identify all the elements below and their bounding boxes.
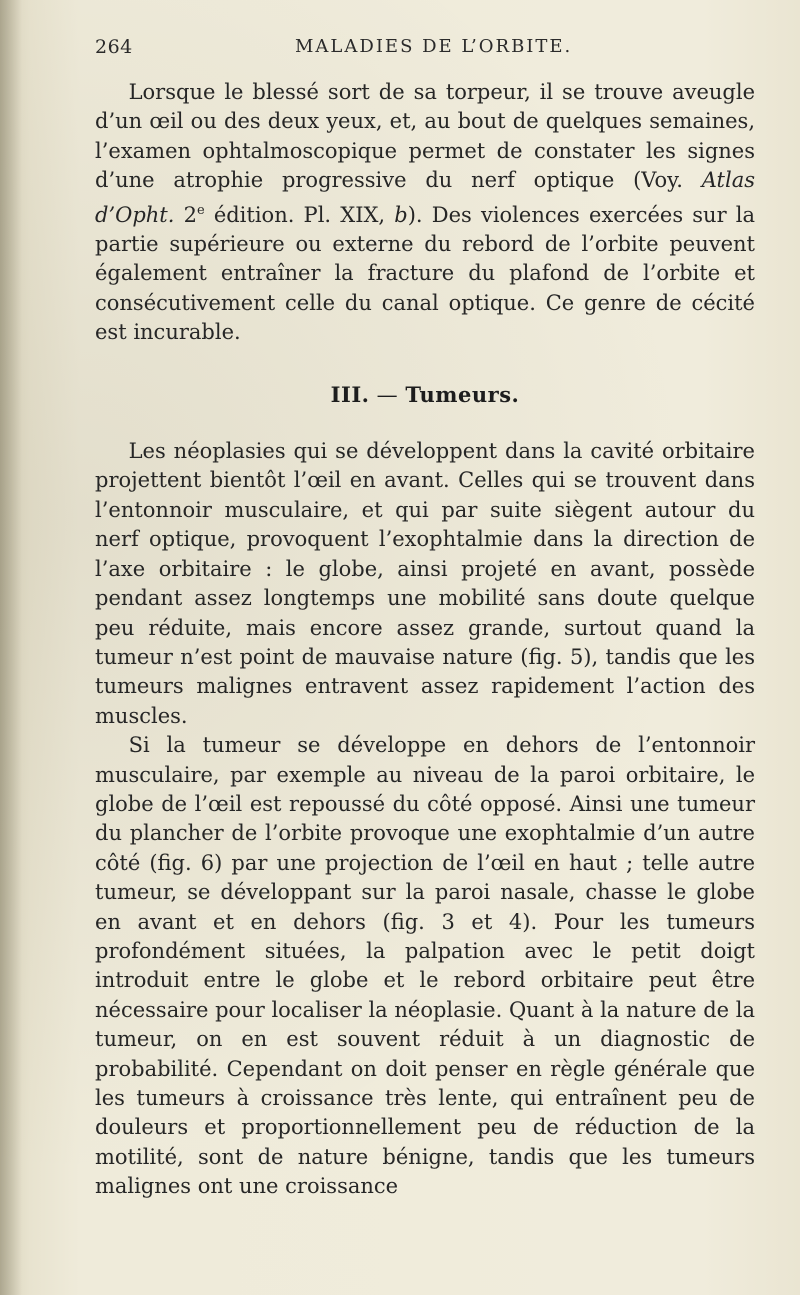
section-dash: — xyxy=(369,382,406,407)
plate-reference: édition. Pl. XIX, xyxy=(204,202,395,227)
spine-shadow xyxy=(0,0,22,1295)
edition-number: 2 xyxy=(174,202,197,227)
running-title: MALADIES DE L’ORBITE. xyxy=(295,36,573,57)
paragraph-atrophy xyxy=(95,78,755,348)
edition-superscript: e xyxy=(196,202,205,218)
page-number: 264 xyxy=(95,36,133,58)
plate-letter: b xyxy=(394,202,408,227)
section-heading xyxy=(95,380,755,410)
atlas-reference: Atlas d’Opht. xyxy=(95,168,755,227)
paragraph-tumor-location: Si la tumeur se développe en dehors de l’entonnoir musculaire, par exemple au niveau de la paroi orbitaire, le globe de l’œil est repoussé du côté opposé. Ainsi une tumeur du plancher de l’orbite provoque une exophtalmie d’un autre côté (fig. 6) par une projection de l’œil en haut ; telle autre tumeur, se développant sur la paroi nasale, chasse le globe en avant et en dehors (fig. 3 et 4). Pour les tumeurs profondément situées, la palpation avec le petit doigt introduit entre le globe et le rebord orbitaire peut être nécessaire pour localiser la néoplasie. Quant à la nature de la tumeur, on en est souvent réduit à un diagnostic de probabilité. Cependant on doit penser en règle générale que les tumeurs à croissance très lente, qui entraînent peu de douleurs et proportionnellement peu de réduction de la motilité, sont de nature bénigne, tandis que les tumeurs malignes ont une croissance xyxy=(95,733,755,1199)
running-head xyxy=(95,36,755,60)
paragraph-neoplasias: Les néoplasies qui se développent dans la cavité orbitaire projettent bientôt l’œil en avant. Celles qui se trouvent dans l’entonnoir musculaire, et qui par suite siègent autour du nerf optique, provoquent l’exophtalmie dans la direction de l’axe orbitaire : le globe, ainsi projeté en avant, possède pendant assez longtemps une mobilité sans doute quelque peu réduite, mais encore assez grande, surtout quand la tumeur n’est point de mauvaise nature (fig. 5), tandis que les tumeurs malignes entravent assez rapidement l’action des muscles. xyxy=(95,439,755,728)
paragraph-text-continued: ). Des violences exercées sur la partie supérieure ou externe du rebord de l’orbite peuvent également entraîner la fracture du plafond de l’orbite et consécutivement celle du canal optique. Ce genre de cécité est incurable. xyxy=(95,202,756,345)
paragraph-text: Lorsque le blessé sort de sa torpeur, il se trouve aveugle d’un œil ou des deux yeux, et, au bout de quelques semaines, l’examen ophtalmoscopique permet de constater les signes d’une atrophie progressive du nerf optique (Voy. xyxy=(95,80,755,193)
body-text xyxy=(95,78,755,1202)
section-number: III. xyxy=(330,381,370,407)
section-title: Tumeurs. xyxy=(405,381,520,407)
